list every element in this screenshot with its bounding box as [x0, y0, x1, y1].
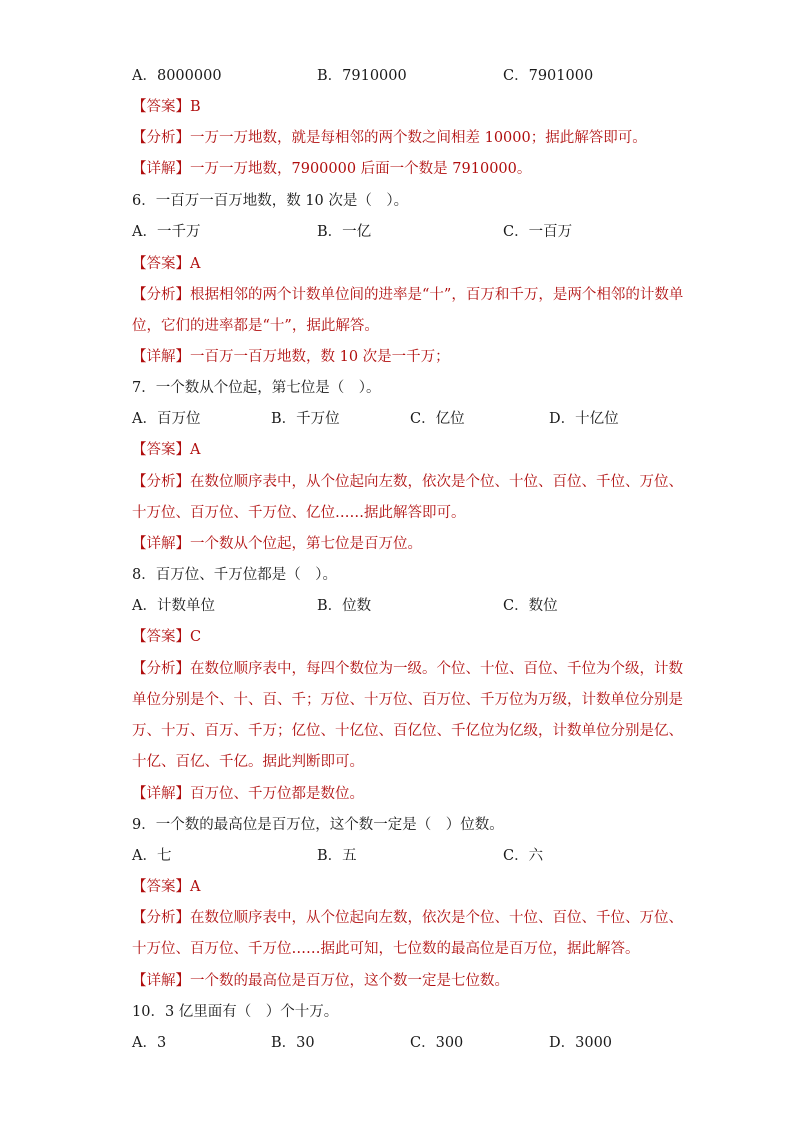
q8-option-b: B．位数	[317, 598, 372, 614]
q6-option-c: C．一百万	[503, 224, 573, 240]
q8-answer	[132, 627, 201, 647]
answer-tag: 【答案】	[132, 256, 190, 272]
analysis-tag: 【分析】	[132, 910, 190, 926]
q9-option-a: A．七	[132, 848, 172, 864]
q10-option-a: A．3	[132, 1035, 167, 1051]
answer-tag: 【答案】	[132, 442, 190, 458]
q10-option-b: B．30	[271, 1035, 315, 1051]
analysis-tag: 【分析】	[132, 130, 190, 146]
q9-detail	[132, 971, 509, 991]
analysis-text: 在数位顺序表中，从个位起向左数，依次是个位、十位、百位、千位、万位、	[190, 474, 683, 490]
q8-detail	[132, 784, 364, 804]
q10-option-d: D．3000	[549, 1035, 613, 1051]
q6-question: 6．一百万一百万地数，数 10 次是（ ）。	[132, 193, 409, 209]
answer-value: C	[190, 629, 202, 645]
answer-value: A	[190, 442, 201, 458]
analysis-text: 一万一万地数，就是每相邻的两个数之间相差 10000；据此解答即可。	[190, 130, 647, 146]
detail-tag: 【详解】	[132, 973, 190, 989]
q5-detail	[132, 159, 531, 179]
q5-option-a: A．8000000	[132, 68, 222, 84]
q6-answer	[132, 254, 200, 274]
q7-analysis-line-2: 十万位、百万位、千万位、亿位……据此解答即可。	[132, 505, 466, 521]
q10-question: 10．3 亿里面有（ ）个十万。	[132, 1004, 339, 1020]
q8-analysis-line-2: 单位分别是个、十、百、千；万位、十万位、百万位、千万位为万级，计数单位分别是	[132, 692, 683, 708]
answer-tag: 【答案】	[132, 629, 190, 645]
q5-analysis	[132, 128, 647, 148]
q8-option-a: A．计数单位	[132, 598, 215, 614]
answer-tag: 【答案】	[132, 99, 190, 115]
q10-option-c: C．300	[410, 1035, 464, 1051]
detail-tag: 【详解】	[132, 161, 190, 177]
answer-value: A	[190, 879, 201, 895]
q7-option-a: A．百万位	[132, 411, 201, 427]
answer-tag: 【答案】	[132, 879, 190, 895]
q5-option-b: B．7910000	[317, 68, 407, 84]
q6-analysis-line-2: 位，它们的进率都是“十”，据此解答。	[132, 318, 379, 334]
detail-text: 百万位、千万位都是数位。	[190, 786, 364, 802]
detail-text: 一个数从个位起，第七位是百万位。	[190, 536, 422, 552]
q7-option-c: C．亿位	[410, 411, 465, 427]
q9-analysis-line-1	[132, 908, 683, 928]
answer-value: B	[190, 99, 201, 115]
analysis-tag: 【分析】	[132, 474, 190, 490]
q9-option-b: B．五	[317, 848, 357, 864]
q8-analysis-line-1	[132, 659, 683, 679]
answer-value: A	[190, 256, 201, 272]
q6-option-b: B．一亿	[317, 224, 372, 240]
q7-option-b: B．千万位	[271, 411, 340, 427]
analysis-tag: 【分析】	[132, 661, 190, 677]
detail-text: 一个数的最高位是百万位，这个数一定是七位数。	[190, 973, 509, 989]
q9-analysis-line-2: 十万位、百万位、千万位……据此可知，七位数的最高位是百万位，据此解答。	[132, 941, 640, 957]
q5-option-c: C．7901000	[503, 68, 594, 84]
detail-text: 一万一万地数，7900000 后面一个数是 7910000。	[190, 161, 532, 177]
q9-question: 9．一个数的最高位是百万位，这个数一定是（ ）位数。	[132, 817, 504, 833]
analysis-text: 在数位顺序表中，每四个数位为一级。个位、十位、百位、千位为个级，计数	[190, 661, 683, 677]
q9-answer	[132, 877, 200, 897]
analysis-text: 根据相邻的两个计数单位间的进率是“十”，百万和千万，是两个相邻的计数单	[190, 287, 684, 303]
detail-tag: 【详解】	[132, 536, 190, 552]
q7-detail	[132, 534, 422, 554]
detail-tag: 【详解】	[132, 349, 190, 365]
q7-answer	[132, 440, 200, 460]
q7-analysis-line-1	[132, 472, 683, 492]
q6-option-a: A．一千万	[132, 224, 201, 240]
q8-analysis-line-4: 十亿、百亿、千亿。据此判断即可。	[132, 754, 364, 770]
detail-text: 一百万一百万地数，数 10 次是一千万；	[190, 349, 450, 365]
q8-analysis-line-3: 万、十万、百万、千万；亿位、十亿位、百亿位、千亿位为亿级，计数单位分别是亿、	[132, 723, 683, 739]
q6-analysis-line-1	[132, 285, 683, 305]
q7-option-d: D．十亿位	[549, 411, 619, 427]
q6-detail	[132, 347, 450, 367]
q8-option-c: C．数位	[503, 598, 558, 614]
detail-tag: 【详解】	[132, 786, 190, 802]
q7-question: 7．一个数从个位起，第七位是（ ）。	[132, 380, 381, 396]
analysis-text: 在数位顺序表中，从个位起向左数，依次是个位、十位、百位、千位、万位、	[190, 910, 683, 926]
q5-answer	[132, 97, 201, 117]
q9-option-c: C．六	[503, 848, 544, 864]
q8-question: 8．百万位、千万位都是（ ）。	[132, 567, 337, 583]
analysis-tag: 【分析】	[132, 287, 190, 303]
